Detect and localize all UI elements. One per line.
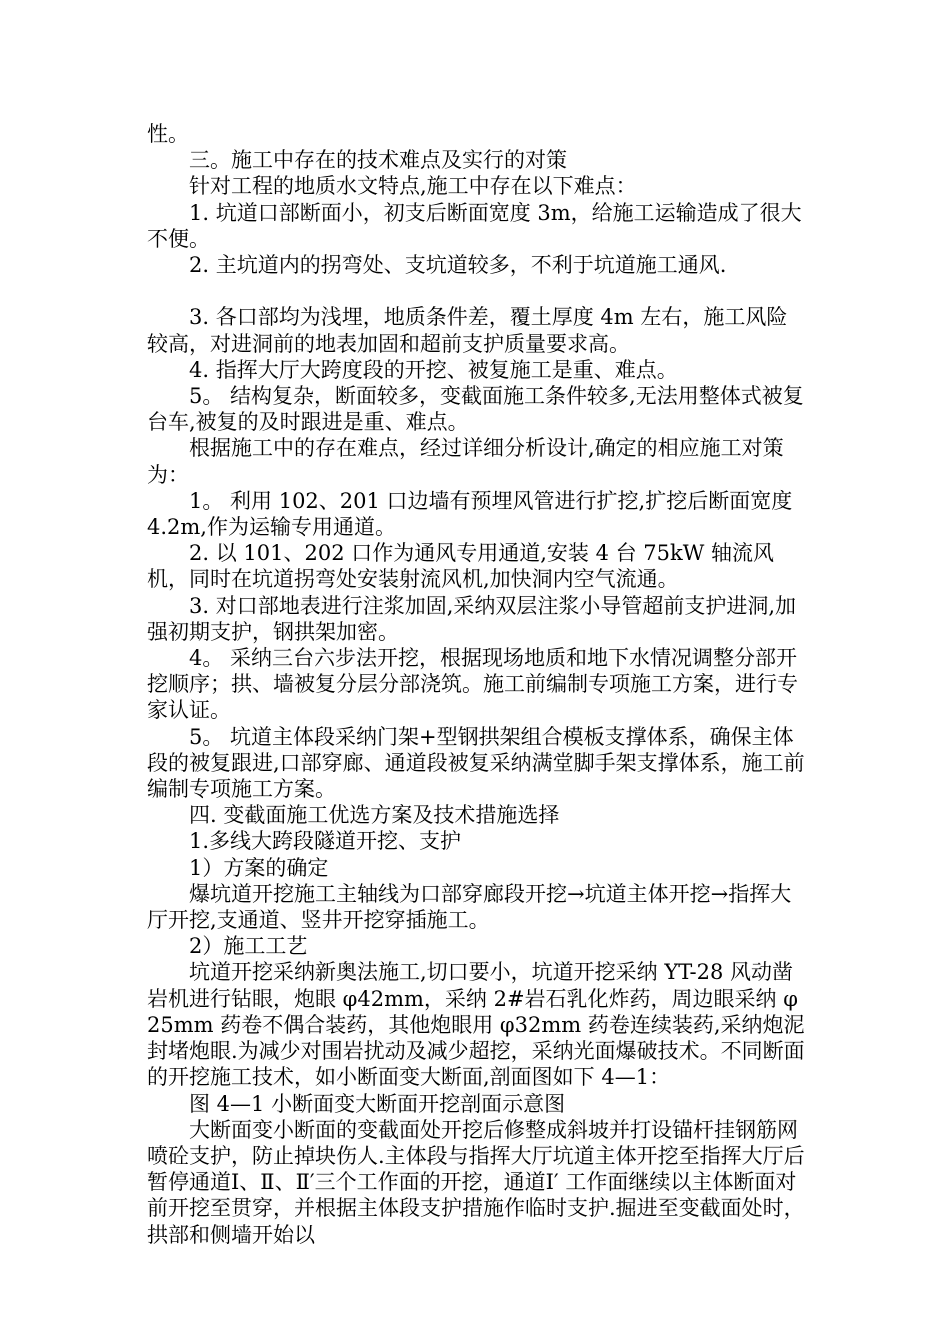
countermeasure-item-3: 3. 对口部地表进行注浆加固,采纳双层注浆小导管超前支护进洞,加强初期支护，钢拱架加密。: [147, 593, 797, 644]
countermeasure-item-1: 1。 利用 102、201 口边墙有预埋风管进行扩挖,扩挖后断面宽度 4.2m,作为运输专用通道。: [147, 488, 799, 540]
paragraph-process: 坑道开挖采纳新奥法施工,切口要小，坑道开挖采纳 YT-28 风动凿岩机进行钻眼，炮眼 φ42mm，采纳 2#岩石乳化炸药，周边眼采纳 φ25mm 药卷不偶合装药，其他炮眼用 φ32mm 药卷连续装药,采纳炮泥封堵炮眼.为减少对围岩扰动及减少超挖，采纳光面爆破技术。不同断面的开挖施工技术，如小断面变大断面,剖面图如下 4—1：: [147, 960, 805, 1090]
countermeasure-item-2: 2. 以 101、202 口作为通风专用通道,安装 4 台 75kW 轴流风机，同时在坑道拐弯处安装射流风机,加快洞内空气流通。: [147, 541, 774, 592]
subheading-1-1: 1）方案的确定: [189, 855, 329, 880]
difficulty-item-1: 1. 坑道口部断面小，初支后断面宽度 3m，给施工运输造成了很大不便。: [147, 200, 802, 251]
paragraph-continuation: 性。: [147, 122, 189, 146]
heading-section-3: 三。施工中存在的技术难点及实行的对策: [189, 148, 567, 173]
subheading-1-2: 2）施工工艺: [189, 934, 308, 959]
difficulty-item-3: 3. 各口部均为浅埋，地质条件差，覆土厚度 4m 左右，施工风险较高，对进洞前的地表加固和超前支护质量要求高。: [147, 305, 788, 356]
heading-section-4: 四. 变截面施工优选方案及技术措施选择: [189, 803, 560, 828]
paragraph-section-change: 大断面变小断面的变截面处开挖后修整成斜坡并打设锚杆挂钢筋网喷砼支护，防止掉块伤人.主体段与指挥大厅坑道主体开挖至指挥大厅后暂停通道Ⅰ、Ⅱ、Ⅱ′三个工作面的开挖，通道Ⅰ′ 工作面继续以主体断面对前开挖至贯穿，并根据主体段支护措施作临时支护.掘进至变截面处时，拱部和侧墙开始以: [147, 1117, 805, 1247]
countermeasure-item-5: 5。 坑道主体段采纳门架+型钢拱架组合模板支撑体系，确保主体段的被复跟进,口部穿廊、通道段被复采纳满堂脚手架支撑体系，施工前编制专项施工方案。: [147, 724, 805, 802]
paragraph-intro-countermeasures: 根据施工中的存在难点，经过详细分析设计,确定的相应施工对策为：: [147, 436, 784, 487]
paragraph-intro-difficulties: 针对工程的地质水文特点,施工中存在以下难点：: [189, 174, 637, 199]
difficulty-item-5: 5。 结构复杂，断面较多，变截面施工条件较多,无法用整体式被复台车,被复的及时跟进是重、难点。: [147, 384, 804, 435]
paragraph-scheme: 爆坑道开挖施工主轴线为口部穿廊段开挖→坑道主体开挖→指挥大厅开挖,支通道、竖井开挖穿插施工。: [147, 881, 792, 933]
document-body: [147, 121, 807, 1248]
figure-caption: 图 4—1 小断面变大断面开挖剖面示意图: [189, 1091, 566, 1116]
countermeasure-item-4: 4。 采纳三台六步法开挖，根据现场地质和地下水情况调整分部开挖顺序；拱、墙被复分层分部浇筑。施工前编制专项施工方案，进行专家认证。: [147, 646, 798, 723]
blank-line: [147, 278, 807, 304]
subheading-1: 1.多线大跨段隧道开挖、支护: [189, 829, 462, 854]
difficulty-item-4: 4. 指挥大厅大跨度段的开挖、被复施工是重、难点。: [189, 357, 678, 382]
difficulty-item-2: 2. 主坑道内的拐弯处、支坑道较多，不利于坑道施工通风.: [189, 253, 727, 278]
